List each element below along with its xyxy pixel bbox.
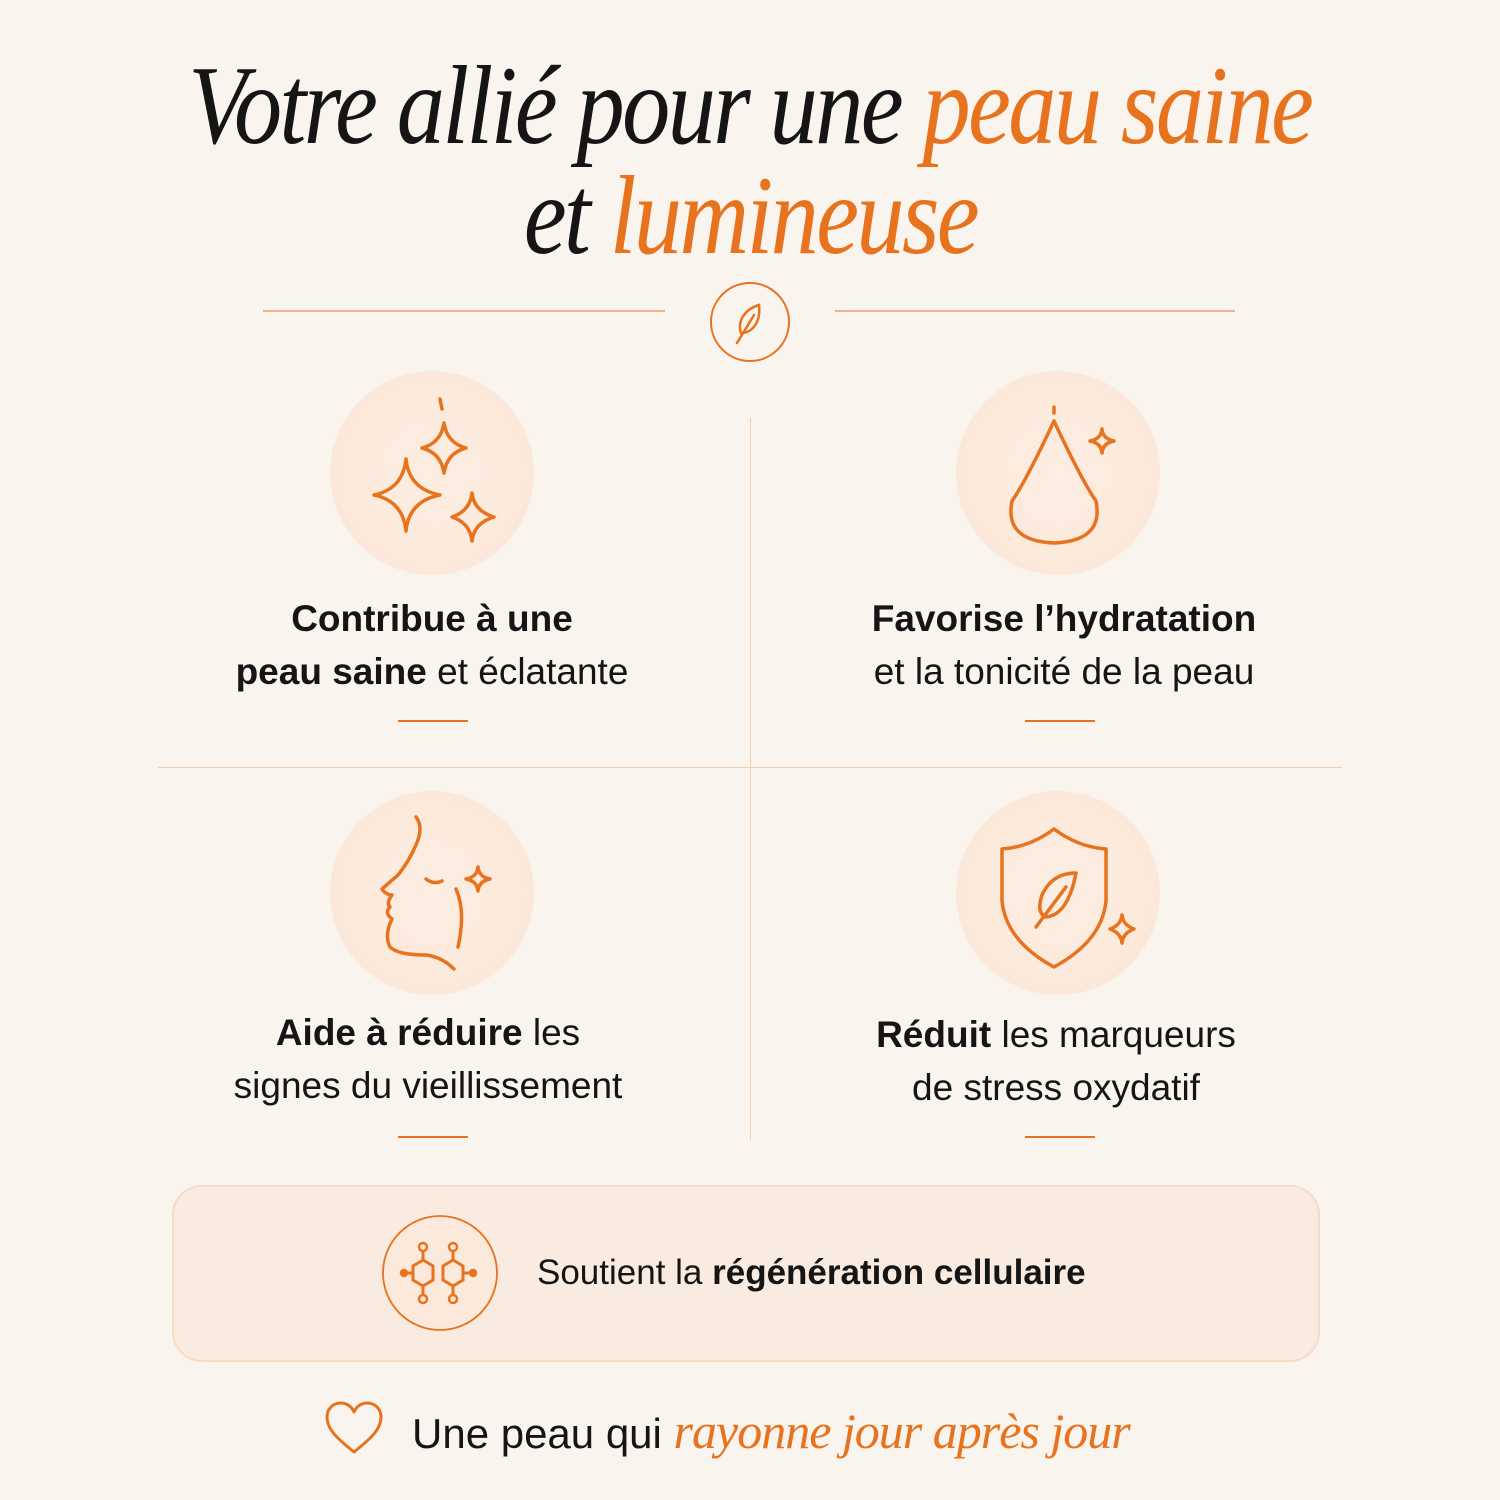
benefit-bold: Aide à réduire xyxy=(275,1012,523,1053)
benefit-regular: signes du vieillissement xyxy=(233,1065,623,1106)
accent-dash xyxy=(1025,720,1095,722)
title-plain: Votre allié pour une xyxy=(188,44,923,168)
highlight-bold: régénération cellulaire xyxy=(712,1253,1086,1292)
page-title-line2 xyxy=(0,154,1500,278)
highlight-text xyxy=(537,1253,1086,1293)
footer-accent: rayonne jour après jour xyxy=(673,1403,1130,1459)
accent-dash xyxy=(1025,1136,1095,1138)
benefit-text xyxy=(122,592,742,698)
benefit-text xyxy=(118,1006,738,1112)
water-drop-icon xyxy=(956,371,1160,575)
highlight-regular: Soutient la xyxy=(537,1253,713,1292)
heart-icon xyxy=(324,1400,384,1456)
benefit-regular: les marqueurs xyxy=(991,1014,1236,1055)
title-plain: et xyxy=(523,154,610,278)
title-accent: peau saine xyxy=(922,44,1312,168)
accent-dash xyxy=(398,1136,468,1138)
benefit-bold: peau saine xyxy=(235,651,427,692)
benefit-bold: Réduit xyxy=(876,1014,992,1055)
title-accent: lumineuse xyxy=(609,154,977,278)
accent-dash xyxy=(398,720,468,722)
benefit-text xyxy=(754,592,1374,698)
benefit-regular: et la tonicité de la peau xyxy=(873,651,1255,692)
benefit-bold: Favorise l’hydratation xyxy=(871,598,1257,639)
benefit-text xyxy=(746,1008,1366,1114)
page-title xyxy=(0,44,1500,168)
divider-left xyxy=(263,310,665,312)
benefit-regular: de stress oxydatif xyxy=(912,1067,1200,1108)
face-profile-icon xyxy=(330,791,534,995)
sparkles-icon xyxy=(330,371,534,575)
footer-tagline xyxy=(412,1402,1130,1460)
divider-right xyxy=(835,310,1235,312)
benefit-regular: et éclatante xyxy=(426,651,629,692)
benefit-bold: Contribue à une xyxy=(291,598,573,639)
shield-leaf-icon xyxy=(956,791,1160,995)
grid-divider-horizontal xyxy=(158,767,1342,768)
footer-regular: Une peau qui xyxy=(412,1410,674,1457)
molecule-icon xyxy=(381,1214,499,1332)
benefit-regular: les xyxy=(522,1012,581,1053)
leaf-icon xyxy=(709,281,791,363)
